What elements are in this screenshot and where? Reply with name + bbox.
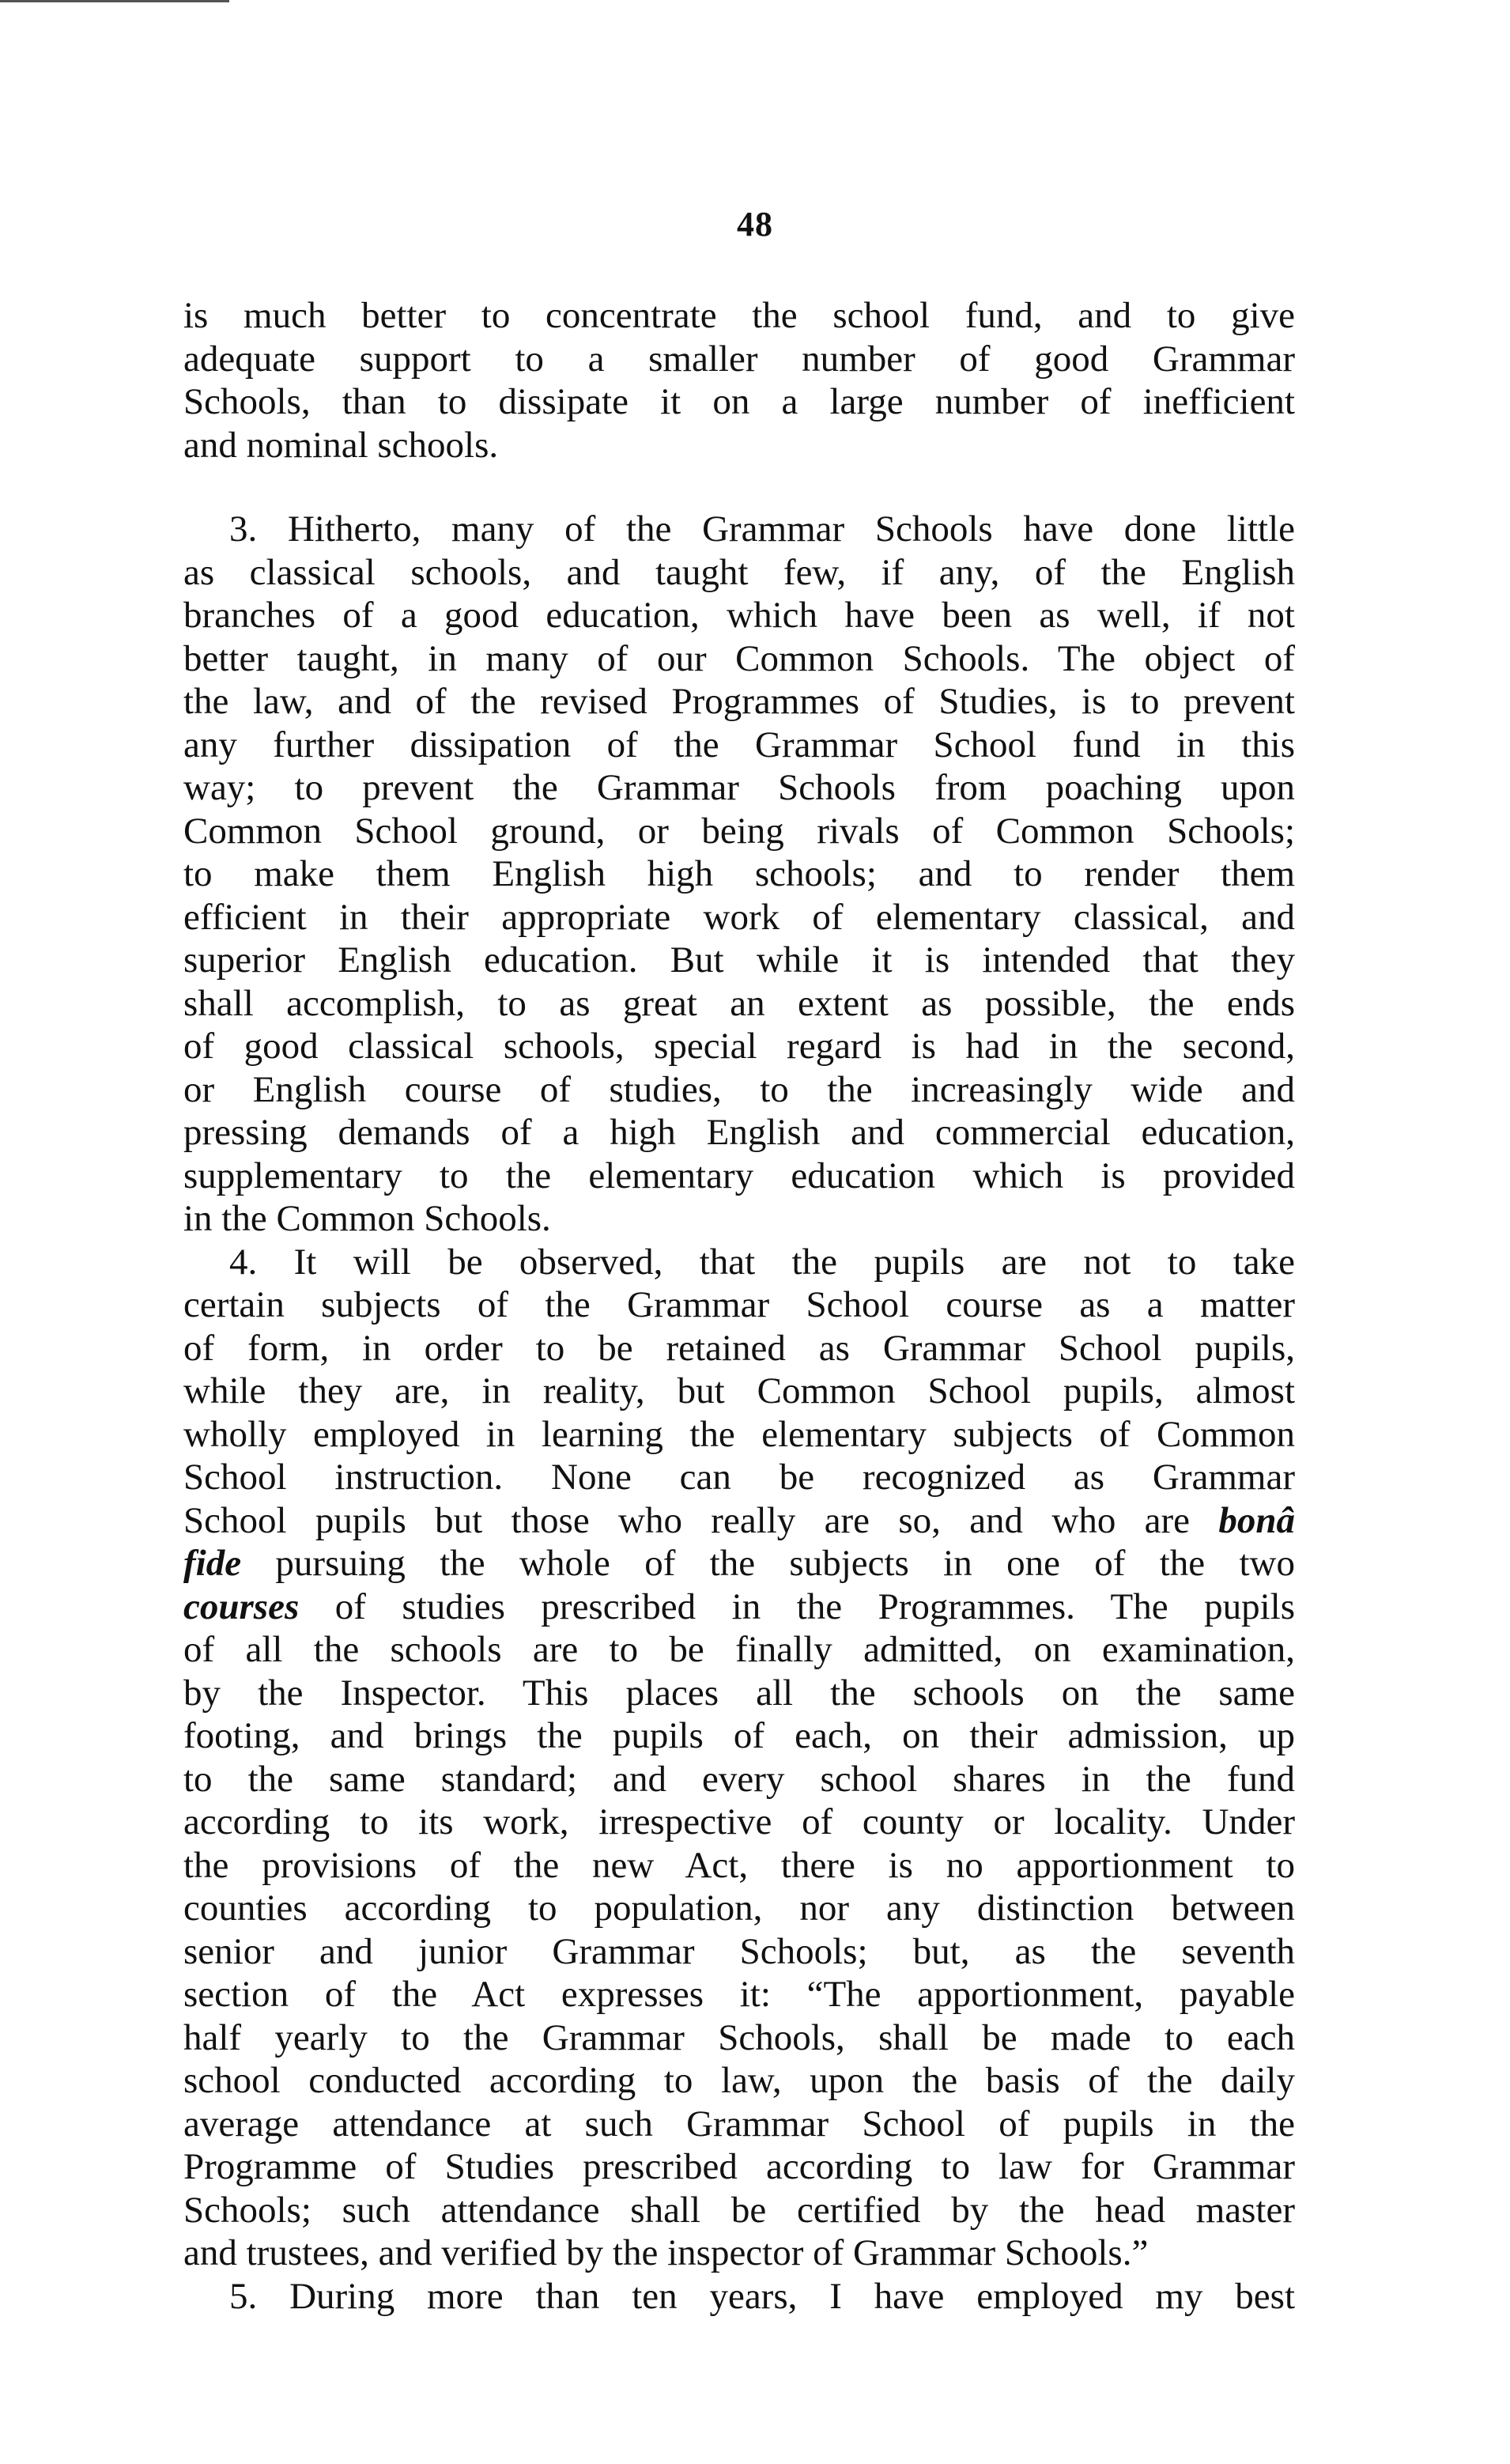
text-line: any further dissipation of the Grammar School fund in this [183, 724, 1295, 765]
text-line: way; to prevent the Grammar Schools from poaching upon [183, 767, 1295, 808]
text-line: pressing demands of a high English and commercial education, [183, 1112, 1295, 1153]
text-line: average attendance at such Grammar School of pupils in the [183, 2103, 1295, 2145]
text-line: and nominal schools. [183, 424, 499, 466]
text-line: in the Common Schools. [183, 1198, 551, 1239]
text-line [183, 1542, 1295, 1585]
text-line [183, 1585, 1295, 1629]
line-segment: School pupils but those who really are so, and who are [183, 1499, 1191, 1541]
text-line: and trustees, and verified by the inspector of Grammar Schools.” [183, 2232, 1149, 2273]
page-number: 48 [737, 205, 773, 244]
text-line: section of the Act expresses it: “The apportionment, payable [183, 1974, 1295, 2015]
text-line: or English course of studies, to the increasingly wide and [183, 1068, 1295, 1110]
paragraph-gap [183, 467, 1295, 508]
text-line: 4. It will be observed, that the pupils are not to take [229, 1241, 1295, 1283]
text-line: to the same standard; and every school shares in the fund [183, 1758, 1295, 1800]
text-line: counties according to population, nor any distinction between [183, 1888, 1295, 1929]
paragraph [183, 508, 1295, 1241]
text-line: as classical schools, and taught few, if any, of the English [183, 551, 1295, 593]
text-line: School instruction. None can be recognized as Grammar [183, 1457, 1295, 1498]
text-line: 5. During more than ten years, I have employed my best [229, 2275, 1295, 2317]
italic-word: courses [183, 1585, 300, 1627]
text-line: supplementary to the elementary education which is provided [183, 1155, 1295, 1196]
paragraph [183, 2275, 1295, 2319]
text-line: Schools, than to dissipate it on a large number of inefficient [183, 381, 1295, 422]
italic-word: bonâ [1218, 1499, 1295, 1541]
page-text [183, 294, 1295, 2318]
text-line: the law, and of the revised Programmes of Studies, is to prevent [183, 681, 1295, 722]
text-line: footing, and brings the pupils of each, on their admission, up [183, 1715, 1295, 1756]
text-line: 3. Hitherto, many of the Grammar Schools have done little [229, 508, 1295, 550]
text-line: of good classical schools, special regard is had in the second, [183, 1026, 1295, 1067]
italic-word: fide [183, 1543, 242, 1584]
line-segment: pursuing the whole of the subjects in one of the two [275, 1543, 1296, 1584]
text-line: to make them English high schools; and to render them [183, 853, 1295, 894]
text-line: by the Inspector. This places all the schools on the same [183, 1672, 1295, 1714]
text-line: of form, in order to be retained as Grammar School pupils, [183, 1327, 1295, 1369]
text-line: certain subjects of the Grammar School course as a matter [183, 1284, 1295, 1325]
text-line: shall accomplish, to as great an extent as possible, the ends [183, 982, 1295, 1024]
text-line: adequate support to a smaller number of good Grammar [183, 338, 1295, 380]
top-rule [0, 0, 229, 2]
paragraph [183, 1241, 1295, 2275]
text-line: efficient in their appropriate work of elementary classical, and [183, 896, 1295, 938]
text-line: Common School ground, or being rivals of Common Schools; [183, 810, 1295, 852]
text-line: superior English education. But while it is intended that they [183, 939, 1295, 981]
text-line: of all the schools are to be finally admitted, on examination, [183, 1629, 1295, 1670]
text-line: better taught, in many of our Common Schools. The object of [183, 637, 1295, 679]
text-line: school conducted according to law, upon the basis of the daily [183, 2060, 1295, 2101]
text-line: wholly employed in learning the elementary subjects of Common [183, 1413, 1295, 1455]
text-line: senior and junior Grammar Schools; but, as the seventh [183, 1930, 1295, 1972]
text-line: Schools; such attendance shall be certified by the head master [183, 2189, 1295, 2231]
text-line: the provisions of the new Act, there is no apportionment to [183, 1844, 1295, 1886]
text-line: branches of a good education, which have been as well, if not [183, 595, 1295, 636]
text-line [183, 1499, 1295, 1543]
paragraph [183, 294, 1295, 467]
text-line: half yearly to the Grammar Schools, shall be made to each [183, 2016, 1295, 2058]
line-segment: of studies prescribed in the Programmes. The pupils [334, 1585, 1296, 1627]
text-line: is much better to concentrate the school fund, and to give [183, 295, 1295, 336]
text-line: while they are, in reality, but Common School pupils, almost [183, 1370, 1295, 1412]
text-line: Programme of Studies prescribed according to law for Grammar [183, 2146, 1295, 2187]
text-line: according to its work, irrespective of county or locality. Under [183, 1801, 1295, 1842]
